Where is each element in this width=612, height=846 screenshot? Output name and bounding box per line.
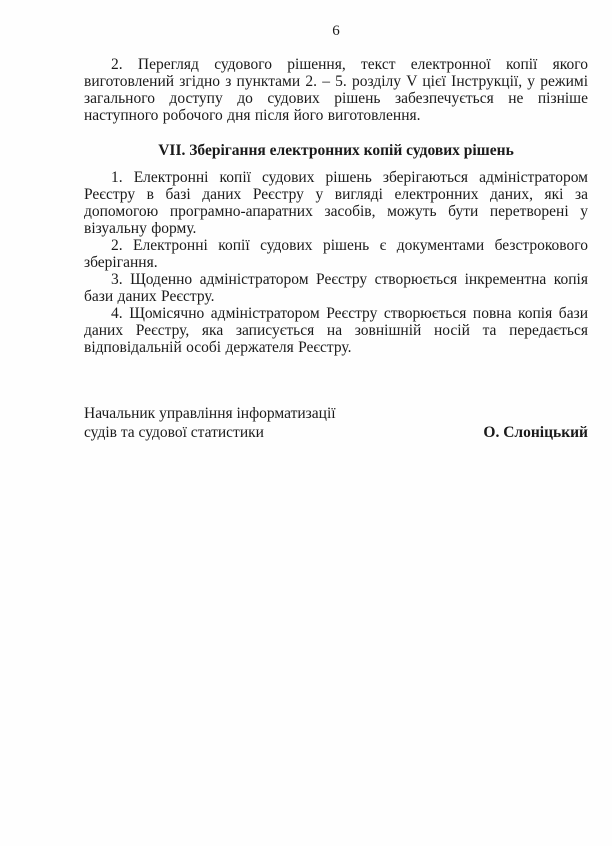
section-paragraph-2: 2. Електронні копії судових рішень є документами безстрокового зберігання. [84,237,588,271]
section-paragraph-1: 1. Електронні копії судових рішень зберігаються адміністратором Реєстру в базі даних Реєстру у вигляді електронних даних, які за допомогою програмно-апаратних засобів, можуть бути перетворені у візуальну форму. [84,169,588,237]
section-paragraph-3: 3. Щоденно адміністратором Реєстру створюється інкрементна копія бази даних Реєстру. [84,271,588,305]
signature-block [84,404,588,442]
intro-paragraph: 2. Перегляд судового рішення, текст електронної копії якого виготовлений згідно з пунктами 2. – 5. розділу V цієї Інструкції, у режимі загального доступу до судових рішень забезпечується не пізніше наступного робочого дня після його виготовлення. [84,56,588,124]
page-number: 6 [332,23,340,39]
section-heading: VII. Зберігання електронних копій судових рішень [158,142,514,159]
signature-title-line2: судів та судової статистики [84,424,264,441]
signature-title-line1: Начальник управління інформатизації [84,405,336,422]
signature-name: О. Слоніцький [483,424,588,441]
section-paragraph-4: 4. Щомісячно адміністратором Реєстру створюється повна копія бази даних Реєстру, яка записується на зовнішній носій та передається відповідальній особі держателя Реєстру. [84,305,588,356]
signature-title [84,404,336,442]
